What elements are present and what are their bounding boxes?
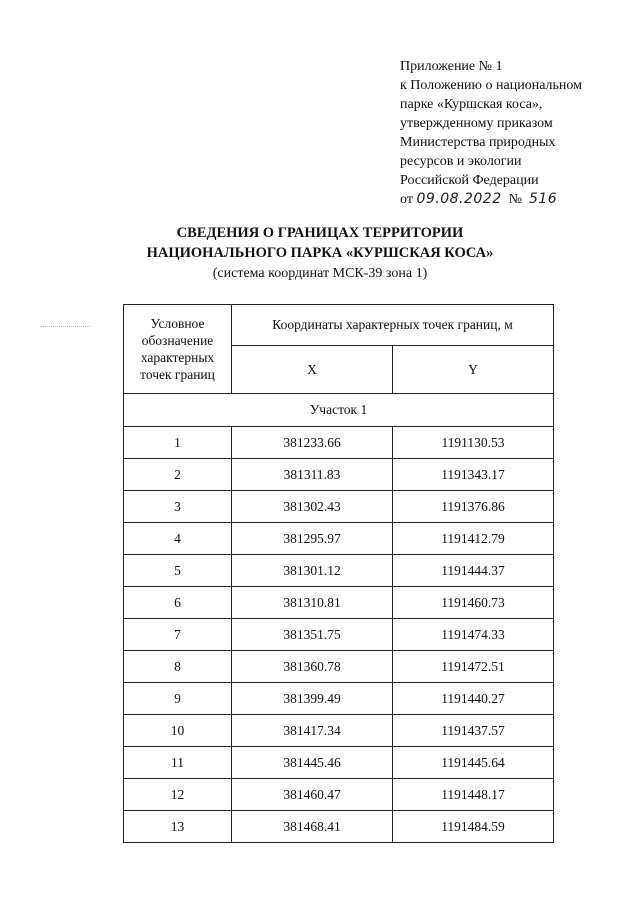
point-number: 10: [124, 715, 232, 747]
header-y: Y: [393, 346, 554, 394]
appendix-line: утвержденному приказом: [400, 116, 553, 131]
appendix-line: Российской Федерации: [400, 173, 539, 188]
section-row: [124, 394, 554, 427]
point-number: 7: [124, 619, 232, 651]
coord-y: 1191445.64: [393, 747, 554, 779]
coord-x: 381351.75: [232, 619, 393, 651]
coord-x: 381311.83: [232, 459, 393, 491]
point-number: 5: [124, 555, 232, 587]
appendix-line: к Положению о национальном: [400, 78, 582, 93]
point-number: 6: [124, 587, 232, 619]
coord-x: 381417.34: [232, 715, 393, 747]
coord-y: 1191412.79: [393, 523, 554, 555]
table-row: [124, 715, 554, 747]
point-number: 11: [124, 747, 232, 779]
table-row: [124, 683, 554, 715]
coordinate-system-subtitle: (система координат МСК-39 зона 1): [212, 266, 428, 281]
table-row: [124, 587, 554, 619]
table-row: [124, 427, 554, 459]
coord-y: 1191440.27: [393, 683, 554, 715]
table-row: [124, 555, 554, 587]
coord-y: 1191376.86: [393, 491, 554, 523]
point-number: 13: [124, 811, 232, 843]
table-row: [124, 523, 554, 555]
appendix-line: парке «Куршская коса»,: [400, 97, 543, 112]
table-row: [124, 747, 554, 779]
appendix-header: [400, 57, 630, 209]
point-number: 1: [124, 427, 232, 459]
coord-y: 1191448.17: [393, 779, 554, 811]
coord-x: 381360.78: [232, 651, 393, 683]
coord-y: 1191444.37: [393, 555, 554, 587]
appendix-line: Министерства природных: [400, 135, 556, 150]
point-number: 8: [124, 651, 232, 683]
coord-x: 381460.47: [232, 779, 393, 811]
table-row: [124, 811, 554, 843]
coord-y: 1191484.59: [393, 811, 554, 843]
boundary-coordinates-table: [123, 304, 554, 843]
table-row: [124, 491, 554, 523]
header-point-code: Условное обозначение характерных точек границ: [124, 305, 232, 394]
point-number: 4: [124, 523, 232, 555]
point-number: 3: [124, 491, 232, 523]
coord-x: 381302.43: [232, 491, 393, 523]
table-row: [124, 619, 554, 651]
table-row: [124, 459, 554, 491]
coord-y: 1191474.33: [393, 619, 554, 651]
table-row: [124, 779, 554, 811]
coord-x: 381445.46: [232, 747, 393, 779]
coord-x: 381301.12: [232, 555, 393, 587]
coord-x: 381310.81: [232, 587, 393, 619]
coord-y: 1191460.73: [393, 587, 554, 619]
coord-y: 1191437.57: [393, 715, 554, 747]
document-title-line-1: СВЕДЕНИЯ О ГРАНИЦАХ ТЕРРИТОРИИ: [176, 225, 464, 241]
coord-y: 1191343.17: [393, 459, 554, 491]
table-row: [124, 651, 554, 683]
point-number: 2: [124, 459, 232, 491]
date-prefix: от: [400, 192, 413, 207]
header-coordinates: Координаты характерных точек границ, м: [232, 305, 554, 346]
number-prefix: №: [508, 192, 522, 207]
table-header-row: [124, 305, 554, 346]
coord-y: 1191130.53: [393, 427, 554, 459]
coord-x: 381295.97: [232, 523, 393, 555]
point-number: 12: [124, 779, 232, 811]
point-number: 9: [124, 683, 232, 715]
order-date-line: [400, 190, 630, 209]
coord-y: 1191472.51: [393, 651, 554, 683]
appendix-line: ресурсов и экологии: [400, 154, 522, 169]
coord-x: 381399.49: [232, 683, 393, 715]
coord-x: 381468.41: [232, 811, 393, 843]
coord-x: 381233.66: [232, 427, 393, 459]
handwritten-date: 09.08.2022: [416, 191, 502, 207]
section-label: Участок 1: [124, 394, 554, 427]
scan-artifact-divider: [40, 326, 90, 327]
handwritten-number: 516: [528, 191, 558, 207]
appendix-line: Приложение № 1: [400, 59, 503, 74]
document-title-line-2: НАЦИОНАЛЬНОГО ПАРКА «КУРШСКАЯ КОСА»: [146, 245, 494, 261]
header-x: X: [232, 346, 393, 394]
